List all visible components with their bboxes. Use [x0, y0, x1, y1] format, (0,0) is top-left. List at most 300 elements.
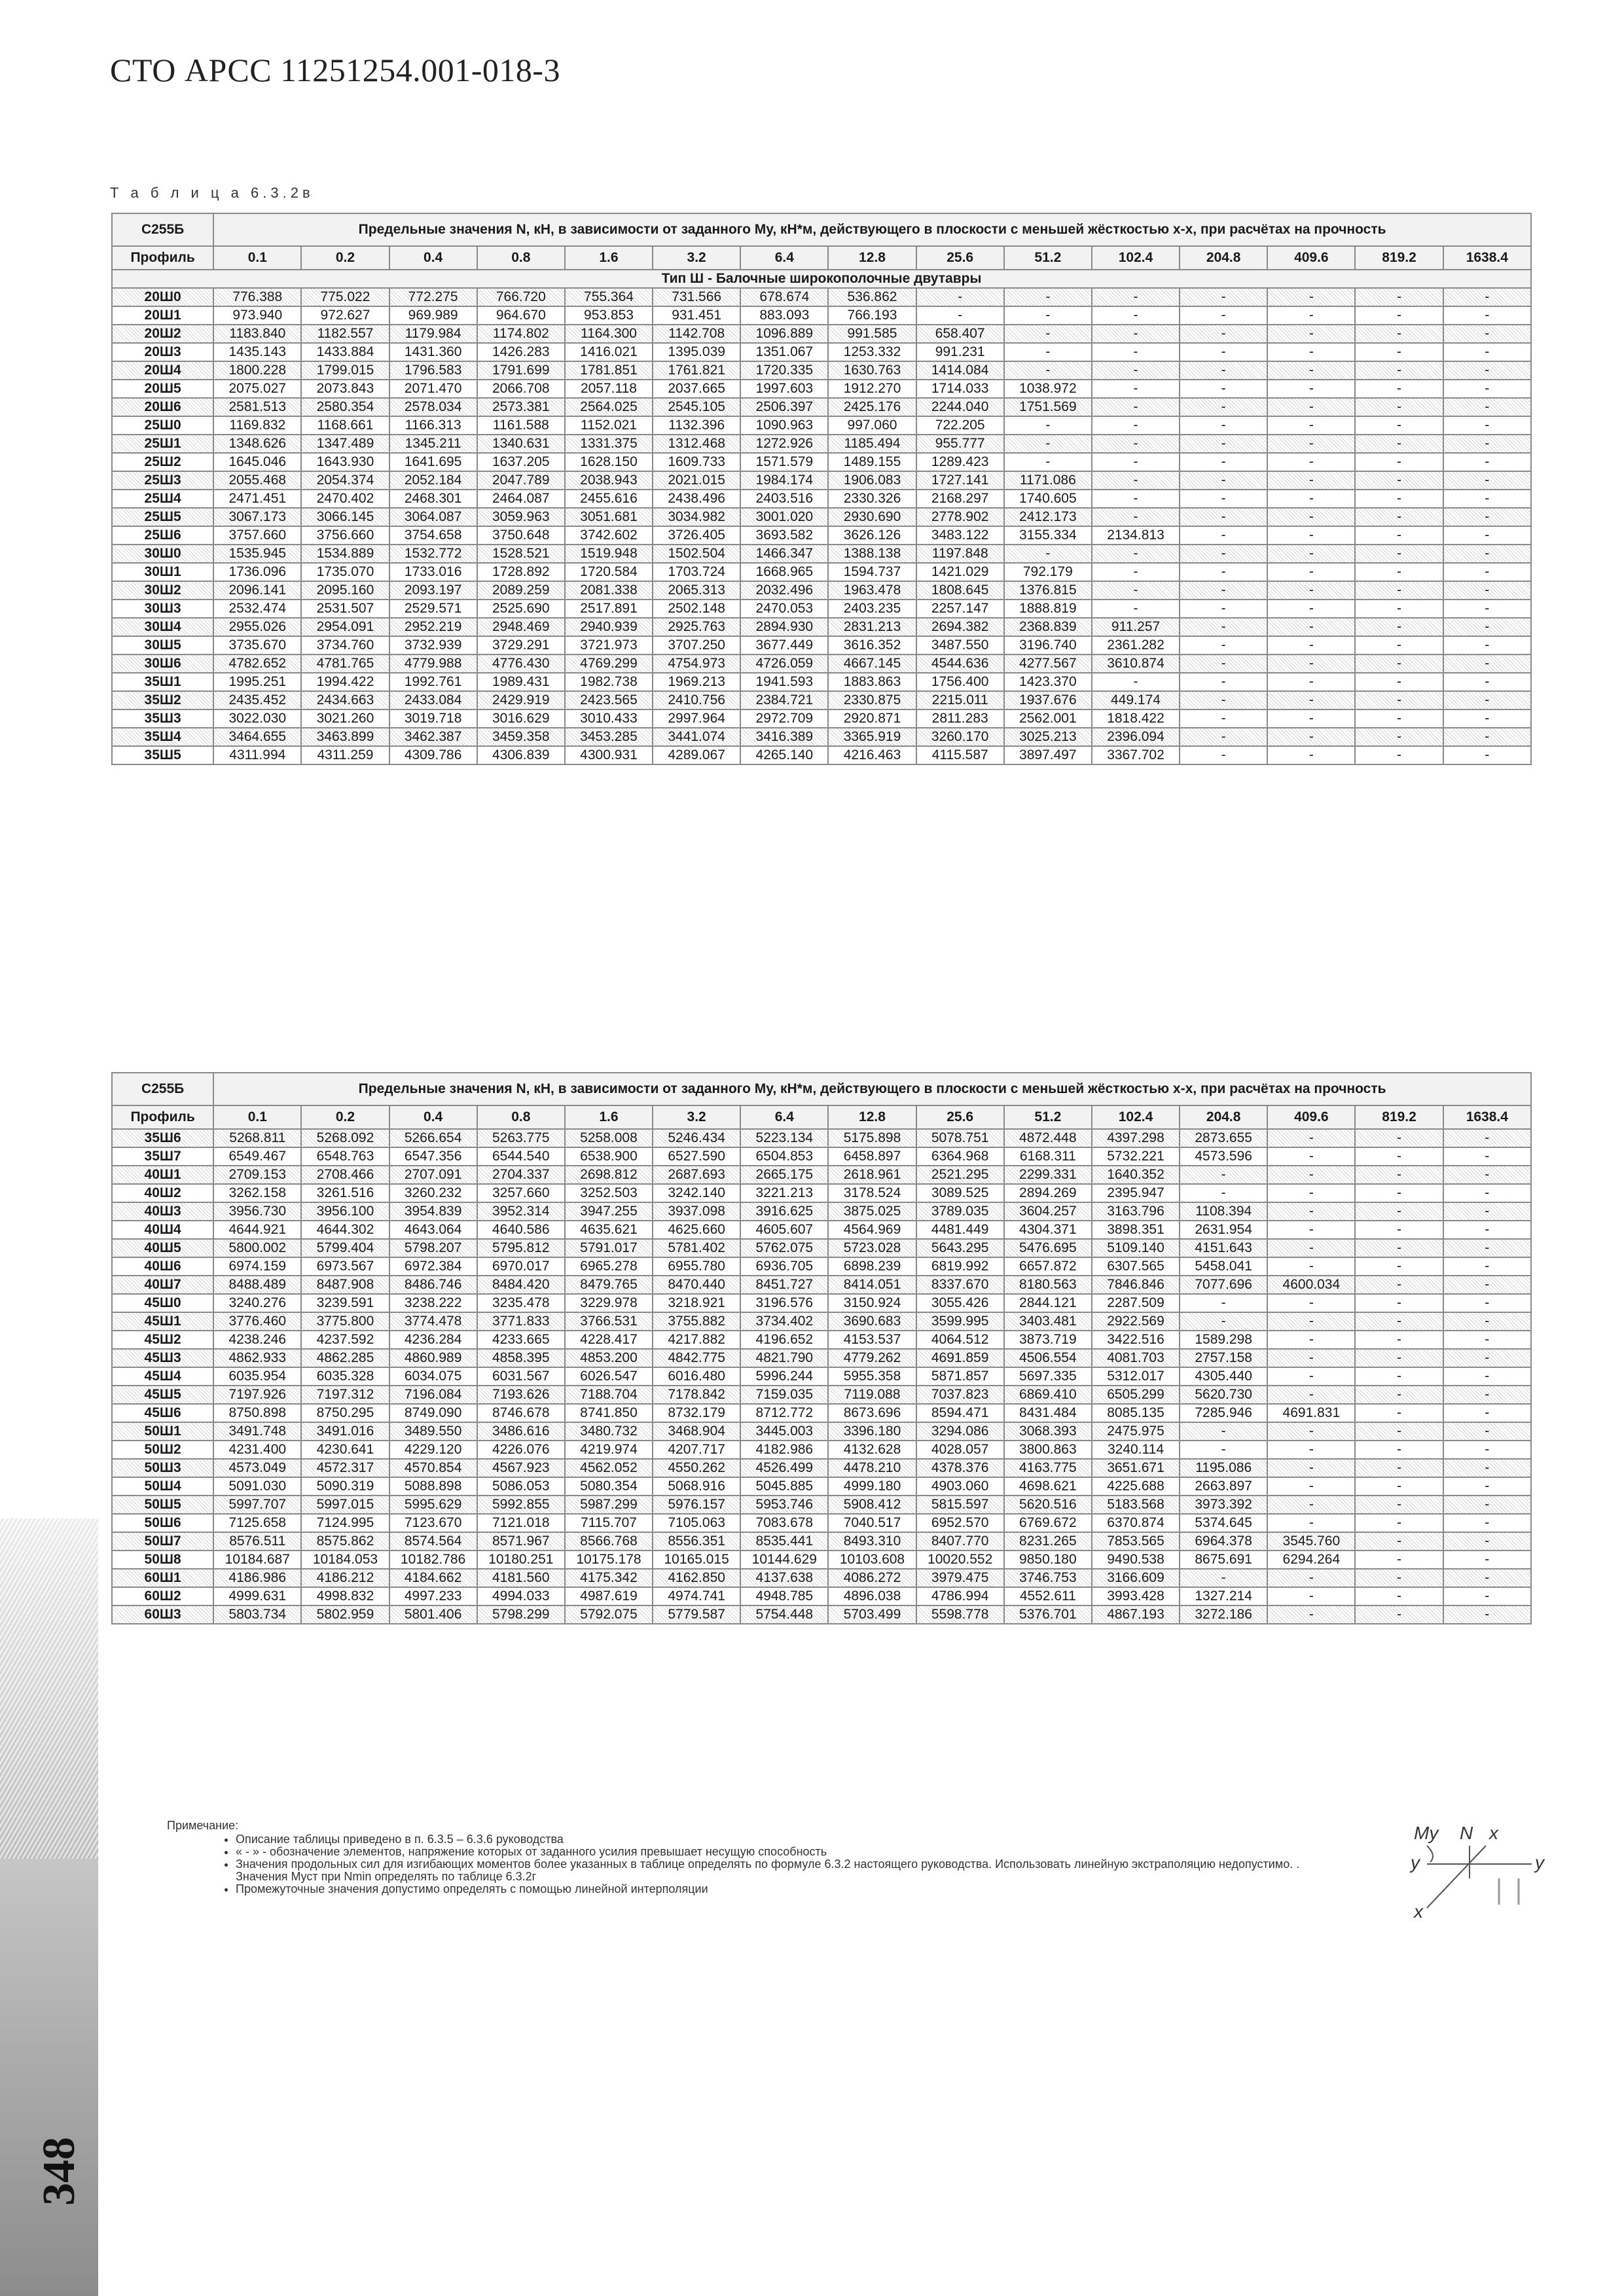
value-cell: -	[1355, 709, 1443, 728]
value-cell: -	[1355, 306, 1443, 325]
value-cell: -	[1004, 306, 1092, 325]
value-cell: 1818.422	[1092, 709, 1180, 728]
value-cell: 3089.525	[916, 1184, 1004, 1202]
value-cell: 1720.335	[740, 361, 828, 380]
value-cell: 1388.138	[828, 545, 916, 563]
value-cell: -	[1180, 1294, 1267, 1312]
value-cell: 4064.512	[916, 1331, 1004, 1349]
value-cell: 3240.276	[213, 1294, 301, 1312]
value-cell: -	[1092, 453, 1180, 471]
value-cell: 1733.016	[389, 563, 477, 581]
value-cell: -	[1092, 416, 1180, 435]
value-cell: 3260.232	[389, 1184, 477, 1202]
value-cell: -	[1267, 526, 1355, 545]
value-cell: 1594.737	[828, 563, 916, 581]
value-cell: 2578.034	[389, 398, 477, 416]
value-cell: 3067.173	[213, 508, 301, 526]
value-cell: 3775.800	[301, 1312, 389, 1331]
table-row	[112, 1514, 1531, 1532]
value-cell: 3196.576	[740, 1294, 828, 1312]
value-cell: 3166.609	[1092, 1569, 1180, 1587]
value-cell: 1519.948	[565, 545, 653, 563]
value-cell: 7115.707	[565, 1514, 653, 1532]
value-cell: -	[1355, 1331, 1443, 1349]
value-cell: 7123.670	[389, 1514, 477, 1532]
value-cell: 8180.563	[1004, 1276, 1092, 1294]
value-cell: 2330.875	[828, 691, 916, 709]
value-cell: -	[1355, 416, 1443, 435]
moment-header-cell: 409.6	[1267, 246, 1355, 270]
value-cell: 5268.092	[301, 1129, 389, 1147]
value-cell: -	[1267, 691, 1355, 709]
profile-cell: 25Ш3	[112, 471, 213, 490]
value-cell: 955.777	[916, 435, 1004, 453]
value-cell: 5908.412	[828, 1496, 916, 1514]
value-cell: 3979.475	[916, 1569, 1004, 1587]
value-cell: -	[1355, 728, 1443, 746]
value-cell: 6965.278	[565, 1257, 653, 1276]
value-cell: 7197.926	[213, 1386, 301, 1404]
moment-header-cell: 0.4	[389, 246, 477, 270]
value-cell: 8337.670	[916, 1276, 1004, 1294]
value-cell: 1628.150	[565, 453, 653, 471]
value-cell: 4987.619	[565, 1587, 653, 1605]
value-cell: 7121.018	[477, 1514, 565, 1532]
value-cell: 3464.655	[213, 728, 301, 746]
profile-cell: 35Ш3	[112, 709, 213, 728]
profile-cell: 30Ш5	[112, 636, 213, 655]
value-cell: -	[1355, 563, 1443, 581]
value-cell: 4153.537	[828, 1331, 916, 1349]
value-cell: 4998.832	[301, 1587, 389, 1605]
profile-cell: 35Ш1	[112, 673, 213, 691]
value-cell: 991.231	[916, 343, 1004, 361]
axis-label-my: My	[1414, 1823, 1439, 1843]
value-cell: 8085.135	[1092, 1404, 1180, 1422]
profile-cell: 40Ш4	[112, 1221, 213, 1239]
value-cell: 4231.400	[213, 1441, 301, 1459]
value-cell: 2244.040	[916, 398, 1004, 416]
value-cell: 1941.593	[740, 673, 828, 691]
value-cell: 1171.086	[1004, 471, 1092, 490]
value-cell: 5246.434	[653, 1129, 740, 1147]
value-cell: 3068.393	[1004, 1422, 1092, 1441]
value-cell: 3441.074	[653, 728, 740, 746]
moment-header-cell: 0.8	[477, 246, 565, 270]
value-cell: 4506.554	[1004, 1349, 1092, 1367]
value-cell: 4115.587	[916, 746, 1004, 764]
value-cell: 931.451	[653, 306, 740, 325]
moment-header-cell: 1638.4	[1443, 1105, 1531, 1129]
value-cell: 6458.897	[828, 1147, 916, 1166]
value-cell: 6974.159	[213, 1257, 301, 1276]
value-cell: -	[1267, 343, 1355, 361]
value-cell: -	[1355, 398, 1443, 416]
table-row	[112, 1386, 1531, 1404]
value-cell: -	[1267, 581, 1355, 600]
value-cell: 6548.763	[301, 1147, 389, 1166]
value-cell: -	[1267, 1129, 1355, 1147]
moment-header-cell: 0.2	[301, 246, 389, 270]
table-row	[112, 435, 1531, 453]
value-cell: -	[1443, 655, 1531, 673]
notes-title: Примечание:	[167, 1819, 239, 1832]
profile-cell: 35Ш5	[112, 746, 213, 764]
value-cell: 2704.337	[477, 1166, 565, 1184]
value-cell: 4600.034	[1267, 1276, 1355, 1294]
axis-label-x-bottom: x	[1414, 1901, 1423, 1922]
table-row	[112, 1312, 1531, 1331]
value-cell: 7197.312	[301, 1386, 389, 1404]
value-cell: 2708.466	[301, 1166, 389, 1184]
value-cell: 7196.084	[389, 1386, 477, 1404]
value-cell: 5801.406	[389, 1605, 477, 1624]
value-cell: 3240.114	[1092, 1441, 1180, 1459]
value-cell: 3487.550	[916, 636, 1004, 655]
value-cell: -	[1355, 1221, 1443, 1239]
value-cell: -	[1355, 288, 1443, 306]
value-cell: 2089.259	[477, 581, 565, 600]
value-cell: 5995.629	[389, 1496, 477, 1514]
value-cell: -	[1267, 1459, 1355, 1477]
value-cell: 4481.449	[916, 1221, 1004, 1239]
value-cell: 2037.665	[653, 380, 740, 398]
table-row	[112, 746, 1531, 764]
value-cell: 4226.076	[477, 1441, 565, 1459]
table-row	[112, 709, 1531, 728]
table-row	[112, 655, 1531, 673]
value-cell: -	[1267, 1166, 1355, 1184]
value-cell: -	[916, 288, 1004, 306]
value-cell: 7846.846	[1092, 1276, 1180, 1294]
value-cell: 1161.588	[477, 416, 565, 435]
value-cell: 3367.702	[1092, 746, 1180, 764]
value-cell: -	[1180, 1422, 1267, 1441]
value-cell: 5802.959	[301, 1605, 389, 1624]
value-cell: 4776.430	[477, 655, 565, 673]
value-cell: 5815.597	[916, 1496, 1004, 1514]
value-cell: 6364.968	[916, 1147, 1004, 1166]
value-cell: -	[1180, 361, 1267, 380]
value-cell: 5798.299	[477, 1605, 565, 1624]
value-cell: 1195.086	[1180, 1459, 1267, 1477]
value-cell: -	[1355, 1367, 1443, 1386]
profile-cell: 35Ш2	[112, 691, 213, 709]
table-row	[112, 1276, 1531, 1294]
value-cell: -	[1355, 1441, 1443, 1459]
value-cell: 1735.070	[301, 563, 389, 581]
sidebar-pattern	[0, 1518, 98, 1859]
value-cell: 4779.988	[389, 655, 477, 673]
value-cell: 4821.790	[740, 1349, 828, 1367]
value-cell: 4132.628	[828, 1441, 916, 1459]
value-cell: 10180.251	[477, 1551, 565, 1569]
value-cell: 4265.140	[740, 746, 828, 764]
value-cell: 7193.626	[477, 1386, 565, 1404]
value-cell: 4217.882	[653, 1331, 740, 1349]
steel-grade: С255Б	[112, 1073, 213, 1105]
value-cell: 1152.021	[565, 416, 653, 435]
value-cell: 4186.986	[213, 1569, 301, 1587]
moment-header-cell: 102.4	[1092, 246, 1180, 270]
value-cell: 8407.770	[916, 1532, 1004, 1551]
value-cell: 2425.176	[828, 398, 916, 416]
moment-header-cell: 409.6	[1267, 1105, 1355, 1129]
table-row	[112, 600, 1531, 618]
value-cell: 4999.180	[828, 1477, 916, 1496]
table-row	[112, 526, 1531, 545]
value-cell: 3491.016	[301, 1422, 389, 1441]
value-cell: -	[1443, 1349, 1531, 1367]
value-cell: 3677.449	[740, 636, 828, 655]
steel-grade: С255Б	[112, 213, 213, 246]
value-cell: -	[1355, 1532, 1443, 1551]
value-cell: -	[1355, 746, 1443, 764]
profile-cell: 40Ш6	[112, 1257, 213, 1276]
value-cell: -	[1443, 361, 1531, 380]
moment-header-cell: 0.1	[213, 246, 301, 270]
value-cell: 4028.057	[916, 1441, 1004, 1459]
value-cell: 4667.145	[828, 655, 916, 673]
value-cell: 10184.687	[213, 1551, 301, 1569]
value-cell: 1431.360	[389, 343, 477, 361]
value-cell: 4181.560	[477, 1569, 565, 1587]
value-cell: 3221.213	[740, 1184, 828, 1202]
value-cell: 3771.833	[477, 1312, 565, 1331]
value-cell: 5997.707	[213, 1496, 301, 1514]
value-cell: 2955.026	[213, 618, 301, 636]
value-cell: 10184.053	[301, 1551, 389, 1569]
value-cell: 4175.342	[565, 1569, 653, 1587]
value-cell: -	[1267, 380, 1355, 398]
profile-cell: 45Ш4	[112, 1367, 213, 1386]
value-cell: -	[1443, 526, 1531, 545]
value-cell: 3916.625	[740, 1202, 828, 1221]
table-row	[112, 1239, 1531, 1257]
value-cell: 1761.821	[653, 361, 740, 380]
profile-cell: 20Ш0	[112, 288, 213, 306]
value-cell: 2930.690	[828, 508, 916, 526]
value-cell: 973.940	[213, 306, 301, 325]
value-cell: -	[1355, 1404, 1443, 1422]
value-cell: 1168.661	[301, 416, 389, 435]
value-cell: 6527.590	[653, 1147, 740, 1166]
value-cell: 1272.926	[740, 435, 828, 453]
value-cell: 6936.705	[740, 1257, 828, 1276]
value-cell: -	[1267, 563, 1355, 581]
value-cell: 3756.660	[301, 526, 389, 545]
table-row	[112, 398, 1531, 416]
value-cell: 8749.090	[389, 1404, 477, 1422]
value-cell: 7285.946	[1180, 1404, 1267, 1422]
x-axis-line	[1427, 1846, 1486, 1908]
value-cell: 3016.629	[477, 709, 565, 728]
value-cell: -	[1267, 435, 1355, 453]
value-cell: 2434.663	[301, 691, 389, 709]
value-cell: 4086.272	[828, 1569, 916, 1587]
table-row	[112, 1404, 1531, 1422]
value-cell: 1164.300	[565, 325, 653, 343]
value-cell: 7124.995	[301, 1514, 389, 1532]
value-cell: -	[1267, 1294, 1355, 1312]
value-cell: 6504.853	[740, 1147, 828, 1166]
value-cell: -	[1355, 1239, 1443, 1257]
value-cell: 4999.631	[213, 1587, 301, 1605]
value-cell: 1989.431	[477, 673, 565, 691]
value-cell: 8488.489	[213, 1276, 301, 1294]
value-cell: 953.853	[565, 306, 653, 325]
value-cell: -	[1267, 1349, 1355, 1367]
value-cell: -	[1180, 581, 1267, 600]
moment-header-cell: 0.2	[301, 1105, 389, 1129]
value-cell: 2257.147	[916, 600, 1004, 618]
value-cell: 5266.654	[389, 1129, 477, 1147]
value-cell: -	[1267, 1569, 1355, 1587]
value-cell: -	[1443, 435, 1531, 453]
value-cell: 1736.096	[213, 563, 301, 581]
value-cell: -	[1180, 746, 1267, 764]
value-cell: 4862.933	[213, 1349, 301, 1367]
value-cell: -	[1355, 1569, 1443, 1587]
value-cell: 7037.823	[916, 1386, 1004, 1404]
value-cell: -	[1180, 288, 1267, 306]
value-cell: -	[1443, 1422, 1531, 1441]
value-cell: -	[1092, 398, 1180, 416]
value-cell: 8574.564	[389, 1532, 477, 1551]
value-cell: 5779.587	[653, 1605, 740, 1624]
value-cell: 7188.704	[565, 1386, 653, 1404]
value-cell: 5598.778	[916, 1605, 1004, 1624]
value-cell: -	[1443, 1147, 1531, 1166]
value-cell: -	[1355, 1294, 1443, 1312]
table-row	[112, 490, 1531, 508]
value-cell: -	[1267, 1202, 1355, 1221]
profile-cell: 30Ш0	[112, 545, 213, 563]
value-cell: -	[1092, 581, 1180, 600]
value-cell: 7077.696	[1180, 1276, 1267, 1294]
value-cell: 3051.681	[565, 508, 653, 526]
value-cell: 4691.831	[1267, 1404, 1355, 1422]
value-cell: 2299.331	[1004, 1166, 1092, 1184]
value-cell: -	[1267, 709, 1355, 728]
value-cell: 1395.039	[653, 343, 740, 361]
value-cell: -	[1267, 1496, 1355, 1514]
value-cell: -	[1267, 306, 1355, 325]
axis-diagram	[1407, 1820, 1558, 1931]
value-cell: 2709.153	[213, 1166, 301, 1184]
table-row	[112, 1129, 1531, 1147]
value-cell: 1096.889	[740, 325, 828, 343]
value-cell: 6294.264	[1267, 1551, 1355, 1569]
value-cell: 1376.815	[1004, 581, 1092, 600]
value-cell: 4236.284	[389, 1331, 477, 1349]
value-cell: 1289.423	[916, 453, 1004, 471]
value-cell: -	[1267, 1147, 1355, 1166]
value-cell: 1090.963	[740, 416, 828, 435]
value-cell: 1609.733	[653, 453, 740, 471]
value-cell: 1108.394	[1180, 1202, 1267, 1221]
value-cell: 1969.213	[653, 673, 740, 691]
value-cell: 4238.246	[213, 1331, 301, 1349]
value-cell: -	[1267, 618, 1355, 636]
value-cell: 6549.467	[213, 1147, 301, 1166]
value-cell: -	[1092, 563, 1180, 581]
value-cell: 2055.468	[213, 471, 301, 490]
profile-cell: 45Ш6	[112, 1404, 213, 1422]
value-cell: -	[1443, 1257, 1531, 1276]
value-cell: 8571.967	[477, 1532, 565, 1551]
value-cell: -	[1443, 709, 1531, 728]
value-cell: 2545.105	[653, 398, 740, 416]
table-caption: Т а б л и ц а 6.3.2в	[110, 185, 314, 201]
value-cell: 1808.645	[916, 581, 1004, 600]
value-cell: 8231.265	[1004, 1532, 1092, 1551]
table-row	[112, 416, 1531, 435]
value-cell: -	[1443, 1166, 1531, 1184]
value-cell: 3480.732	[565, 1422, 653, 1441]
value-cell: 6819.992	[916, 1257, 1004, 1276]
value-cell: -	[1180, 343, 1267, 361]
value-cell: 6964.378	[1180, 1532, 1267, 1551]
moment-header-cell: 819.2	[1355, 1105, 1443, 1129]
value-cell: -	[1443, 1239, 1531, 1257]
moment-header-cell: 25.6	[916, 246, 1004, 270]
note-item: • Описание таблицы приведено в п. 6.3.5 – 6.3.6 руководства	[236, 1833, 1345, 1846]
value-cell: 3610.874	[1092, 655, 1180, 673]
profile-cell: 30Ш4	[112, 618, 213, 636]
value-cell: 4237.592	[301, 1331, 389, 1349]
value-cell: -	[1180, 655, 1267, 673]
value-cell: -	[1267, 361, 1355, 380]
value-cell: 5183.568	[1092, 1496, 1180, 1514]
value-cell: 2531.507	[301, 600, 389, 618]
table-row	[112, 453, 1531, 471]
value-cell: 3789.035	[916, 1202, 1004, 1221]
value-cell: 1340.631	[477, 435, 565, 453]
value-cell: 5955.358	[828, 1367, 916, 1386]
moment-header-cell: 819.2	[1355, 246, 1443, 270]
value-cell: 3952.314	[477, 1202, 565, 1221]
value-cell: 3993.428	[1092, 1587, 1180, 1605]
value-cell: 2134.813	[1092, 526, 1180, 545]
value-cell: 1185.494	[828, 435, 916, 453]
value-cell: -	[1443, 1386, 1531, 1404]
moment-header-cell: 6.4	[740, 1105, 828, 1129]
value-cell: 3766.531	[565, 1312, 653, 1331]
value-cell: 4207.717	[653, 1441, 740, 1459]
value-cell: 2168.297	[916, 490, 1004, 508]
value-cell: 5754.448	[740, 1605, 828, 1624]
header-title: Предельные значения N, кН, в зависимости от заданного Mу, кН*м, действующего в плоскости с меньшей жёсткостью х-х, при расчётах на прочность	[213, 1073, 1531, 1105]
value-cell: 1751.569	[1004, 398, 1092, 416]
value-cell: 1994.422	[301, 673, 389, 691]
value-cell: 4625.660	[653, 1221, 740, 1239]
value-cell: 1435.143	[213, 343, 301, 361]
value-cell: 5458.041	[1180, 1257, 1267, 1276]
value-cell: 6869.410	[1004, 1386, 1092, 1404]
value-cell: 6035.954	[213, 1367, 301, 1386]
value-cell: 2707.091	[389, 1166, 477, 1184]
table-row	[112, 581, 1531, 600]
value-cell: 1796.583	[389, 361, 477, 380]
table-part-1	[111, 213, 1532, 765]
value-cell: -	[1180, 1166, 1267, 1184]
value-cell: 2038.943	[565, 471, 653, 490]
value-cell: 1182.557	[301, 325, 389, 343]
header-title: Предельные значения N, кН, в зависимости от заданного Mу, кН*м, действующего в плоскости с меньшей жёсткостью х-х, при расчётах на прочность	[213, 213, 1531, 246]
value-cell: 731.566	[653, 288, 740, 306]
value-cell: 5762.075	[740, 1239, 828, 1257]
